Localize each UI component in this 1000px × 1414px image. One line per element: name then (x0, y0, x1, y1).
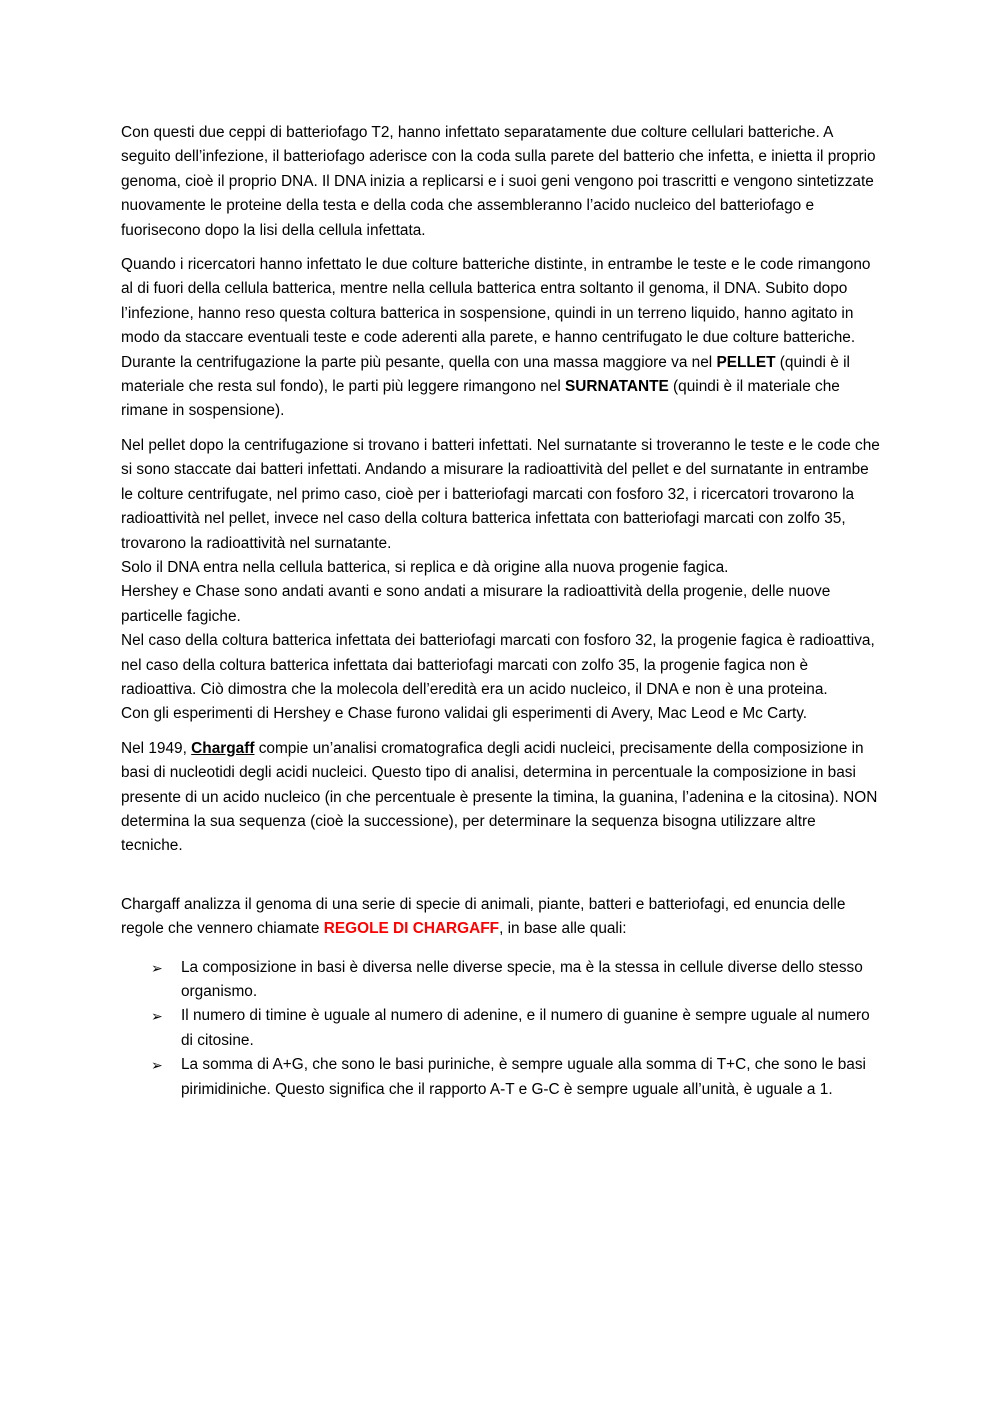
paragraph-hershey-chase: Hershey e Chase sono andati avanti e sono andati a misurare la radioattività della progenie, delle nuove particelle fagiche. (121, 583, 831, 625)
document-page (121, 121, 881, 1102)
list-item-text: La composizione in basi è diversa nelle diverse specie, ma è la stessa in cellule diverse dello stesso organismo. (181, 958, 863, 1000)
paragraph-radioactivity: Nel pellet dopo la centrifugazione si trovano i batteri infettati. Nel surnatante si troveranno le teste e le code che si sono staccate dai batteri infettati. Andando a misurare la radioattività del pellet e del surnatante in entrambe le colture centrifugate, nel primo caso, cioè per i batteriofagi marcati con fosforo 32, i ricercatori trovarono la radioattività nel pellet, invece nel caso della coltura batterica infettata con batteriofagi marcati con zolfo 35, trovarono la radioattività nel surnatante. (121, 436, 880, 552)
paragraph-researchers: Quando i ricercatori hanno infettato le due colture batteriche distinte, in entrambe le teste e le code rimangono al di fuori della cellula batterica, mentre nella cellula batterica entra soltanto il genoma, il DNA. Subito dopo l’infezione, hanno reso questa coltura batterica in sospensione, quindi in un terreno liquido, hanno agitato in modo da staccare eventuali teste e code aderenti alla parete, e hanno centrifugato le due colture batteriche. (121, 256, 871, 347)
arrowhead-bullet-icon: ➢ (151, 959, 163, 976)
list-item-text: Il numero di timine è uguale al numero di adenine, e il numero di guanine è sempre uguale al numero di citosine. (181, 1007, 870, 1049)
term-pellet: PELLET (716, 353, 776, 371)
list-item-text: La somma di A+G, che sono le basi puriniche, è sempre uguale alla somma di T+C, che sono le basi pirimidiniche. Questo significa che il rapporto A-T e G-C è sempre uguale all’unità, è uguale a 1. (181, 1056, 866, 1098)
paragraph-chargaff-rules-intro (121, 893, 881, 942)
text-segment: (quindi è il materiale che rimane in sospensione). (121, 378, 840, 420)
text-segment: Nel 1949, (121, 739, 192, 757)
arrowhead-bullet-icon: ➢ (151, 1057, 163, 1074)
paragraph-infection: Con questi due ceppi di batteriofago T2, hanno infettato separatamente due colture cellulari batteriche. A seguito dell’infezione, il batteriofago aderisce con la coda sulla parete del batterio che infetta, e inietta il proprio genoma, cioè il proprio DNA. Il DNA inizia a replicarsi e i suoi geni vengono poi trascritti e vengono sintetizzate nuovamente le proteine della testa e della coda che assembleranno l’acido nucleico del batteriofago e fuorisecono dopo la lisi della cellula infettata. (121, 124, 876, 239)
term-surnatante: SURNATANTE (565, 378, 669, 396)
paragraph-progeny: Nel caso della coltura batterica infettata dei batteriofagi marcati con fosforo 32, la progenie fagica è radioattiva, nel caso della coltura batterica infettata dai batteriofagi marcati con zolfo 35, la progenie fagica non è radioattiva. Ciò dimostra che la molecola dell’eredità era un acido nucleico, il DNA e non è una proteina. (121, 632, 875, 698)
text-segment: (quindi è il materiale che resta sul fondo), le parti più leggere rimangono nel (121, 353, 850, 396)
paragraph-centrifugation (121, 351, 881, 424)
text-segment: compie un’analisi cromatografica degli acidi nucleici, precisamente della composizione in basi di nucleotidi degli acidi nucleici. Questo tipo di analisi, determina in percentuale la composizione in basi presente di un acido nucleico (in che percentuale è presente la timina, la guanina, l’adenina e la citosina). NON determina la sua sequenza (cioè la successione), per determinare la sequenza bisogna utilizzare altre tecniche. (121, 739, 878, 855)
term-regole-di-chargaff: REGOLE DI CHARGAFF (323, 920, 500, 938)
arrowhead-bullet-icon: ➢ (151, 1008, 163, 1025)
paragraph-dna-entry: Solo il DNA entra nella cellula batterica, si replica e dà origine alla nuova progenie fagica. (121, 558, 729, 576)
chargaff-rules-list (121, 956, 881, 1102)
text-segment: , in base alle quali: (499, 920, 627, 938)
list-item (151, 956, 881, 1005)
list-item (151, 1004, 881, 1053)
paragraph-chargaff-analysis (121, 737, 881, 859)
text-segment: Chargaff analizza il genoma di una serie di specie di animali, piante, batteri e batteriofagi, ed enuncia delle regole che vennero chiamate (121, 895, 846, 938)
text-segment: Durante la centrifugazione la parte più pesante, quella con una massa maggiore va nel (121, 353, 717, 371)
term-chargaff: Chargaff (191, 739, 255, 757)
paragraph-validation: Con gli esperimenti di Hershey e Chase furono validai gli esperimenti di Avery, Mac Leod e Mc Carty. (121, 705, 808, 723)
list-item (151, 1053, 881, 1102)
